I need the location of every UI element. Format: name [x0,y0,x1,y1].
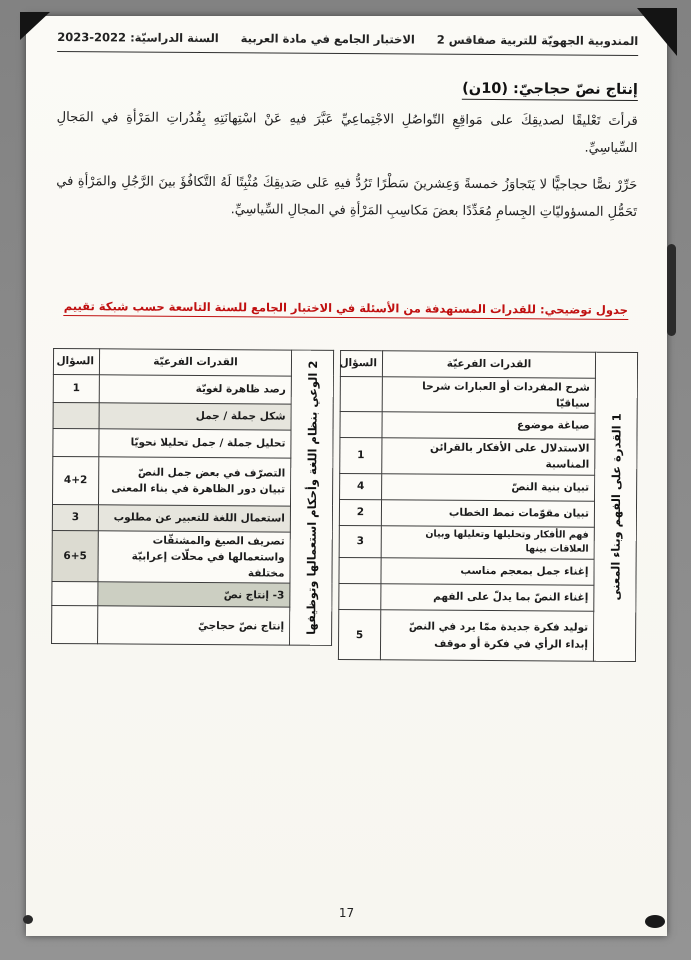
question-cell: 4 [340,473,382,499]
capacity-cell: 3- إنتاج نصّ [98,582,290,607]
question-cell: 1 [53,374,99,402]
vertical-label-language: 2 الوعي بنظام اللغة وأحكام استعمالها وتوظيفها [303,360,320,635]
document-page [26,16,667,936]
question-cell: 5 [338,610,380,660]
table-row [340,438,637,476]
page-content [51,28,640,662]
question-cell: 4+2 [53,456,99,504]
prompt-paragraph-1: قرأتَ تَعْليقًا لصديقِكَ على مَواقِعِ التّواصُلِ الاجْتِماعِيِّ عَبَّرَ فيهِ عَنْ اسْتِهانَتِهِ بِقُدُراتِ المَرْأةِ في المَجالِ السِّياسِيِّ. [56,109,638,156]
capacity-cell: صياغة موضوع [382,412,595,439]
exam-header [55,28,640,48]
capacities-table-comprehension [338,350,638,663]
table-row [340,376,637,414]
column-header-capacities: القدرات الفرعيّة [99,348,291,375]
question-cell [52,606,98,644]
capacity-cell: شكل جملة / جمل [99,402,291,429]
vertical-label-comprehension-cell [593,352,637,662]
table-header-row [340,350,637,378]
question-cell: 1 [340,438,382,474]
table-row [339,499,636,527]
capacity-cell: تبيان مقوّمات نمط الخطاب [381,499,594,526]
question-cell [52,582,98,606]
table-caption-wrap [53,295,638,320]
header-school-year-text: السنة الدراسيّة: 2022-2023 [57,29,219,46]
question-cell [340,412,382,438]
question-cell [339,584,381,610]
column-header-question: السؤال [340,350,382,376]
section-title-text: إنتاج نصّ حجاجيّ: (10ن) [462,81,638,101]
column-header-capacities: القدرات الفرعيّة [382,350,595,377]
header-institution-text: المندوبية الجهويّة للتربية صفاقس 2 [436,32,639,49]
capacity-cell: تبيان بنية النصّ [382,473,595,500]
capacity-cell: إنتاج نصّ حجاجيّ [98,606,290,645]
question-cell [53,428,99,456]
table-header-row [53,348,333,376]
table-row [340,412,637,440]
capacity-cell: الاستدلال على الأفكار بالقرائن المناسبة [382,438,595,475]
question-cell: 3 [52,504,98,530]
capacity-cell: استعمال اللغة للتعبير عن مطلوب [98,504,290,531]
question-cell: 2 [339,499,381,525]
table-caption: جدول توضيحي: للقدرات المستهدفة من الأسئلة في الاختبار الجامع للسنة التاسعة حسب شبكة تقييم [64,299,628,320]
scan-artifact-bottom-right [645,915,665,928]
header-rule [57,51,638,56]
capacity-cell: التصرّف في بعض جمل النصّ تبيان دور الظاهرة في بناء المعنى [99,456,291,505]
page-number: 17 [338,906,355,920]
table-row [340,473,637,501]
scan-artifact-right-edge [667,244,676,336]
capacity-cell: إغناء جمل بمعجم مناسب [381,558,594,585]
capacity-cell: تحليل جملة / جمل تحليلا نحويّا [99,428,291,457]
table-row [338,610,635,662]
question-cell [339,558,381,584]
question-cell: 3 [339,525,381,558]
capacities-tables [51,348,638,663]
header-exam-title-text: الاختبار الجامع في مادة العربية [240,31,415,47]
section-title [57,78,638,98]
prompt-paragraph-2: حَرِّرْ نصًّا حجاجيًّا لا يَتَجاوَزُ خمسةً وَعِشرينَ سَطْرًا تَرُدُّ فيهِ عَلى صَديقِكَ مُثْبِتًا لَهُ التَّكافُؤَ بينَ الرَّجُلِ والمَرْأةِ في تَحَمُّلِ المسؤوليّاتِ الجِسامِ مُعَدِّدًا بعضَ مَكاسِبِ المَرْأةِ في المجالِ السِّياسِيِّ. [56,174,638,220]
capacity-cell: فهم الأفكار وتحليلها وتعليلها وبيان العلاقات بينها [381,525,594,559]
table-row [339,558,636,586]
capacity-cell: تصريف الصيغ والمشتقّات واستعمالها في محلّات إعرابيّة مختلفة [98,530,290,583]
table-row [339,525,636,560]
capacity-cell: شرح المفردات أو العبارات شرحا سياقيّا [382,376,595,413]
column-header-question: السؤال [53,348,99,374]
capacity-cell: إغناء النصّ بما يدلّ على الفهم [381,584,594,611]
capacity-cell: توليد فكرة جديدة ممّا يرد في النصّ إبداء الرأي في فكرة أو موقف [380,610,593,661]
question-cell: 6+5 [52,530,98,582]
vertical-label-language-cell [290,350,334,646]
scan-artifact-bottom-left [23,915,33,924]
question-cell [53,402,99,428]
question-cell [340,376,382,412]
vertical-label-comprehension: 1 القدرة على الفهم وبناء المعنى [607,413,624,601]
table-row [339,584,636,612]
capacities-table-language [51,348,334,647]
capacity-cell: رصد ظاهرة لغويّة [99,374,291,403]
